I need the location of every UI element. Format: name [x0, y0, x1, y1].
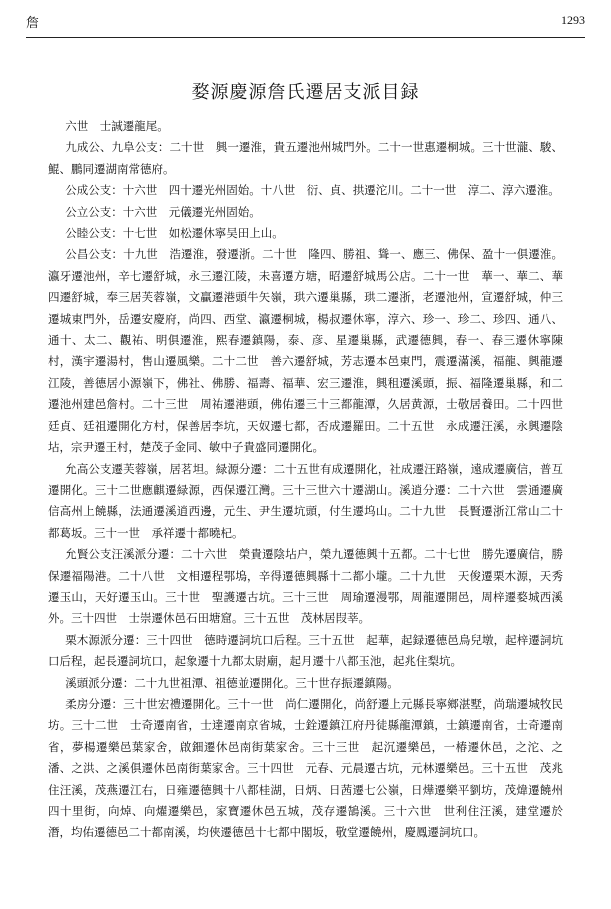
paragraph: 柔房分遷：三十世宏禮遷開化。三十一世 尚仁遷開化，尚舒遷上元縣長寧鄉湛墅，尚瑞遷城牧民坊。三十二世 士奇遷南省，士達遷南京省城，士銓遷鎮江府丹徒縣龍潭鎮，士鎮遷南省，士奇遷南省，夢楊遷樂邑葉家舍，啟鈿遷休邑南街葉家舍。三十三世 起沉遷樂邑，一椿遷休邑，之沱、之潘、之洪、之溪俱遷休邑南街葉家舍。三十四世 元春、元晨遷古坑，元林遷樂邑。三十五世 茂兆住汪溪，茂燕遷江右，日雍遷德興十八都桂湖，日炳、日茜遷七公嶺，日燁遷樂平劉坊，茂煒遷饒州四十里街，向焯、向燿遷樂邑，家寶遷休邑五城，茂存遷鵠溪。三十六世 世利住汪溪，建堂遷於潛，均佑遷德邑二十都南溪，均俠遷德邑十七都中閣坂，敬堂遷饒州，慶鳳遷詞坑口。: [48, 696, 563, 840]
paragraph: 溪頭派分遷：二十九世祖潭、祖德並遷開化。三十世存振遷鎮陽。: [65, 675, 399, 690]
paragraph: 公成公支：十六世 四十遷光州固始。十八世 衍、貞、拱遷沱川。二十一世 淳二、淳六遷淮。: [65, 183, 560, 198]
body-text: [48, 116, 575, 844]
paragraph: 九成公、九阜公支：二十世 興一遷淮，貴五遷池州城門外。二十一世惠遷桐城。三十世瀧、駿、鯤、鵬同遷湖南常德府。: [48, 140, 563, 176]
paragraph: 公昌公支：十九世 浩遷淮，發遷浙。二十世 隆四、勝祖、聳一、應三、佛保、盈十一俱遷淮。瀛牙遷池州，辛七遷舒城，永三遷江陵，未喜遷方塘，昭遷舒城馬公店。二十一世 華一、華二、華四遷舒城，奉三居芙蓉嶺，文贏遷港頭牛矢嶺，珙六遷巢縣，珙二遷浙，老遷池州，宣遷舒城，仲三遷城東門外，岳遷安慶府，尚四、西堂、瀛遷桐城，楊叔遷休寧，淳六、珍一、珍二、珍四、通八、通十、太二、觀祐、明俱遷淮，熙春遷鎮陽，泰、彦、星遷巢縣，武遷德興，春一、春三遷休寧陳村，漢宇遷湯村，售山遷風樂。二十二世 善六遷舒城，芳志遷本邑東門，震遷滿溪，福龍、興龍遷江陵，善德居小源嶺下，佛社、佛勝、福壽、福華、宏三遷淮，興租遷溪頭，振、福隆遷巢縣，和二遷池州建邑詹村。二十三世 周祐遷港頭，佛佑遷三十三都龍潭，久居黄源，士敬居養田。二十四世 廷貞、廷祖遷開化方村，保善居李坑，天奴遷七都，否成遷羅田。二十五世 永成遷汪溪，永興遷陰坫，宗尹遷王村，楚茂子金同、敏中子貴盛同遷開化。: [48, 247, 575, 455]
running-header: [26, 12, 585, 34]
section-title: 婺源慶源詹氏遷居支派目録: [191, 82, 420, 103]
paragraph: 公立公支：十六世 元儀遷光州固始。: [65, 204, 261, 219]
paragraph: 六世 士誠遷龍尾。: [65, 119, 169, 133]
page-number: 1293: [561, 13, 585, 27]
paragraph: 允賢公支汪溪派分遷：二十六世 榮貴遷陰坫户，榮九遷德興十五都。二十七世 勝先遷廣信，勝保遷福陽港。二十八世 文相遷程鄂塢，辛得遷德興縣十二都小壠。二十九世 天俊遷栗木源，天秀遷玉山，天好遷玉山。三十世 聖護遷古坑。三十三世 周瑜遷漫鄂，周龍遷開邑，周梓遷婺城西溪外。三十四世 士崇遷休邑石田塘窟。三十五世 茂林居叚莘。: [48, 547, 563, 626]
paragraph: 允高公支遷芙蓉嶺，居茗坦。緑源分遷：二十五世有成遷開化，社成遷汪路嶺，遠成遷廣信，普互遷開化。三十二世應麒遷緑源，西保遷江灣。三十三世六十遷湖山。溪逍分遷：二十六世 雲通遷廣信高州上饒縣，法通遷溪逍西邊，元生、尹生遷坑頭，付生遷坞山。二十九世 長賢遷浙江常山二十都葛坂。三十一世 承祥遷十都曉杞。: [48, 461, 563, 540]
paragraph: 公睦公支：十七世 如松遷休寧吴田上山。: [65, 226, 284, 241]
header-surname: 詹: [26, 16, 40, 31]
paragraph: 栗木源派分遷：三十四世 德時遷詞坑口后程。三十五世 起華，起録遷德邑鳥兒墩，起梓遷詞坑口后程，起長遷詞坑口，起象遷十九都太尉廟，起月遷十八都玉池，起兆住梨坑。: [48, 632, 563, 669]
header-rule: [26, 37, 585, 38]
